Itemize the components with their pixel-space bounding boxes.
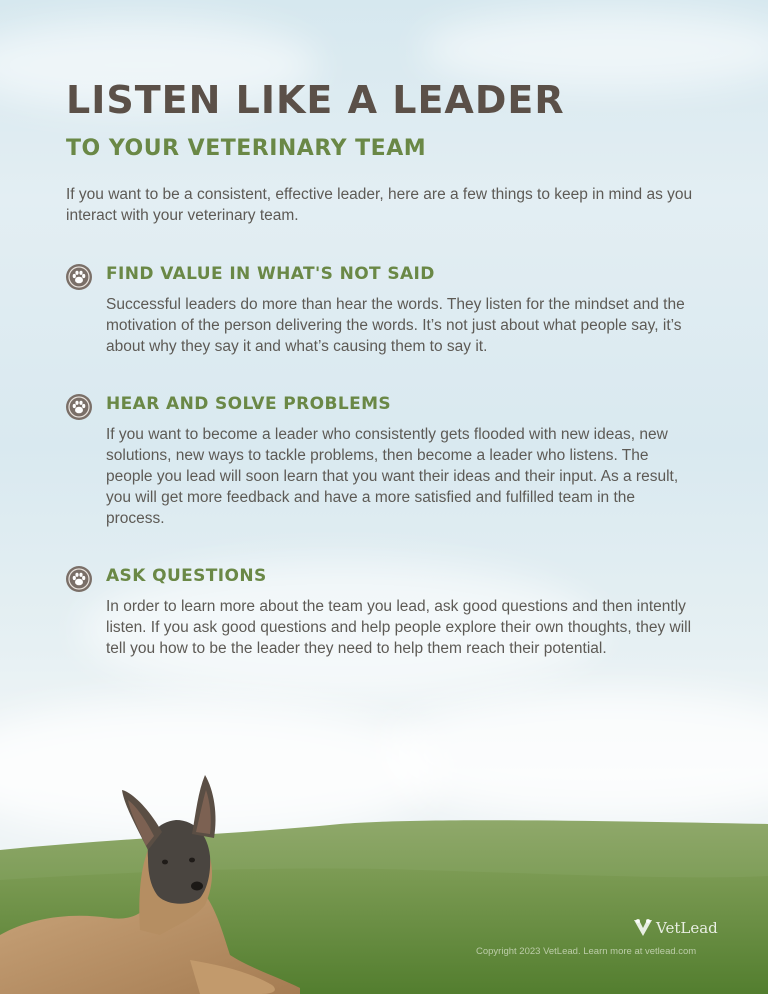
section-heading: ASK QUESTIONS bbox=[106, 566, 267, 586]
section-body: If you want to become a leader who consistently gets flooded with new ideas, new solutions, new ways to tackle problems, then become a leader who listens. The people you lead will soon learn that you want their ideas and their input. As a result, you will get more feedback and have a more satisfied and fulfilled team in the process. bbox=[106, 426, 679, 527]
vetlead-logo-icon bbox=[632, 918, 654, 938]
page-subtitle: TO YOUR VETERINARY TEAM bbox=[66, 136, 427, 161]
section-heading: FIND VALUE IN WHAT'S NOT SAID bbox=[106, 264, 435, 284]
section-body: In order to learn more about the team you lead, ask good questions and then intently listen. If you ask good questions and help people explore their own thoughts, they will tell you how to be the leader they need to help them reach their potential. bbox=[106, 598, 692, 657]
section-body: Successful leaders do more than hear the words. They listen for the mindset and the motivation of the person delivering the words. It’s not just about what people say, it’s about why they say it and what’s causing them to say it. bbox=[106, 296, 685, 355]
dog-nose bbox=[191, 882, 203, 891]
intro-paragraph: If you want to be a consistent, effective leader, here are a few things to keep in mind as you interact with your veterinary team. bbox=[66, 186, 693, 224]
section-heading: HEAR AND SOLVE PROBLEMS bbox=[106, 394, 392, 414]
copyright-text: Copyright 2023 VetLead. Learn more at vetlead.com bbox=[476, 946, 697, 957]
vetlead-logo-text: VetLead bbox=[656, 919, 718, 937]
page-title: LISTEN LIKE A LEADER bbox=[66, 78, 565, 122]
